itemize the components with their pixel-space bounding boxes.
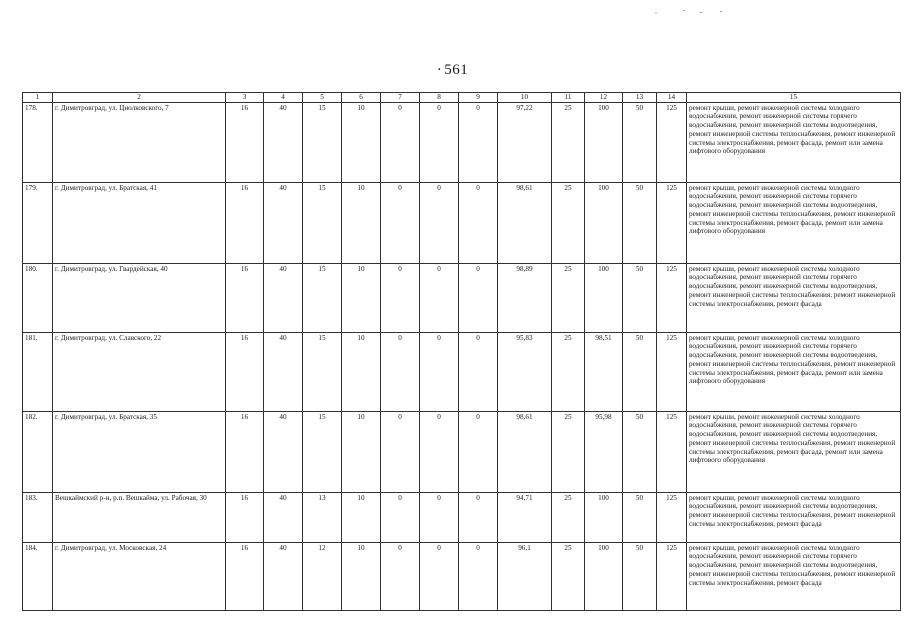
scan-speck: [683, 10, 685, 11]
cell: 125: [657, 492, 687, 542]
table-row: [23, 263, 901, 332]
cell: 0: [420, 542, 459, 610]
cell: 98,89: [498, 263, 552, 332]
cell: 50: [623, 102, 657, 182]
cell: 0: [381, 263, 420, 332]
cell: 0: [381, 182, 420, 263]
cell: 125: [657, 182, 687, 263]
col-header: 13: [623, 93, 657, 103]
cell: 0: [420, 263, 459, 332]
col-header: 3: [226, 93, 264, 103]
col-header: 14: [657, 93, 687, 103]
cell: 12: [303, 542, 342, 610]
col-header: 10: [498, 93, 552, 103]
cell: 15: [303, 411, 342, 492]
cell: 0: [459, 332, 498, 411]
works-cell: ремонт крыши, ремонт инженерной системы холодного водоснабжения, ремонт инженерной системы горячего водоснабжения, ремонт инженерной системы водоотведения, ремонт инженерной системы теплоснабжения, ремонт инженерной системы электроснабжения, ремонт фасада, ремонт или замена лифтового оборудования: [687, 332, 901, 411]
row-number: 178.: [23, 102, 53, 182]
page-number: · 561: [436, 62, 469, 78]
col-header: 1: [23, 93, 53, 103]
cell: 10: [342, 411, 381, 492]
col-header: 2: [53, 93, 226, 103]
cell: 50: [623, 182, 657, 263]
works-cell: ремонт крыши, ремонт инженерной системы холодного водоснабжения, ремонт инженерной системы горячего водоснабжения, ремонт инженерной системы водоотведения, ремонт инженерной системы теплоснабжения, ремонт инженерной системы электроснабжения, ремонт фасада: [687, 542, 901, 610]
cell: 16: [226, 542, 264, 610]
cell: 0: [459, 492, 498, 542]
column-number-header: [23, 93, 901, 103]
cell: 98,61: [498, 411, 552, 492]
cell: 10: [342, 102, 381, 182]
cell: 0: [420, 102, 459, 182]
cell: 16: [226, 492, 264, 542]
col-header: 11: [552, 93, 585, 103]
cell: 95,98: [585, 411, 623, 492]
col-header: 15: [687, 93, 901, 103]
cell: 25: [552, 411, 585, 492]
cell: 16: [226, 102, 264, 182]
cell: 0: [459, 411, 498, 492]
cell: 10: [342, 332, 381, 411]
table-row: [23, 332, 901, 411]
cell: 40: [264, 263, 303, 332]
cell: 0: [459, 102, 498, 182]
cell: 15: [303, 102, 342, 182]
scan-speck: [655, 12, 657, 13]
cell: 50: [623, 263, 657, 332]
cell: 100: [585, 542, 623, 610]
address-cell: г. Димитровград, ул. Московская, 24: [53, 542, 226, 610]
cell: 0: [420, 411, 459, 492]
table-row: [23, 492, 901, 542]
cell: 50: [623, 542, 657, 610]
cell: 16: [226, 182, 264, 263]
cell: 0: [381, 411, 420, 492]
cell: 10: [342, 263, 381, 332]
col-header: 7: [381, 93, 420, 103]
cell: 94,71: [498, 492, 552, 542]
cell: 0: [459, 182, 498, 263]
cell: 96,1: [498, 542, 552, 610]
repair-program-table: [22, 92, 901, 611]
cell: 40: [264, 182, 303, 263]
cell: 0: [459, 263, 498, 332]
cell: 0: [459, 542, 498, 610]
works-cell: ремонт крыши, ремонт инженерной системы холодного водоснабжения, ремонт инженерной системы горячего водоснабжения, ремонт инженерной системы водоотведения, ремонт инженерной системы теплоснабжения, ремонт инженерной системы электроснабжения, ремонт фасада, ремонт или замена лифтового оборудования: [687, 102, 901, 182]
cell: 25: [552, 542, 585, 610]
cell: 40: [264, 492, 303, 542]
table-row: [23, 102, 901, 182]
cell: 0: [381, 102, 420, 182]
cell: 125: [657, 332, 687, 411]
address-cell: г. Димитровград, ул. Братская, 35: [53, 411, 226, 492]
row-number: 182.: [23, 411, 53, 492]
cell: 0: [381, 332, 420, 411]
cell: 125: [657, 542, 687, 610]
row-number: 181.: [23, 332, 53, 411]
cell: 50: [623, 411, 657, 492]
address-cell: г. Димитровград, ул. Циолковского, 7: [53, 102, 226, 182]
row-number: 179.: [23, 182, 53, 263]
row-number: 184.: [23, 542, 53, 610]
table-row: [23, 411, 901, 492]
cell: 25: [552, 182, 585, 263]
cell: 125: [657, 411, 687, 492]
cell: 97,22: [498, 102, 552, 182]
address-cell: Вешкаймский р-н, р.п. Вешкайма, ул. Рабочая, 30: [53, 492, 226, 542]
cell: 95,83: [498, 332, 552, 411]
cell: 15: [303, 263, 342, 332]
cell: 0: [420, 332, 459, 411]
cell: 16: [226, 263, 264, 332]
cell: 25: [552, 332, 585, 411]
col-header: 4: [264, 93, 303, 103]
cell: 25: [552, 263, 585, 332]
cell: 13: [303, 492, 342, 542]
cell: 125: [657, 263, 687, 332]
cell: 0: [381, 542, 420, 610]
cell: 10: [342, 492, 381, 542]
cell: 0: [420, 182, 459, 263]
row-number: 183.: [23, 492, 53, 542]
cell: 98,61: [498, 182, 552, 263]
cell: 10: [342, 542, 381, 610]
cell: 15: [303, 332, 342, 411]
col-header: 9: [459, 93, 498, 103]
cell: 40: [264, 411, 303, 492]
cell: 10: [342, 182, 381, 263]
scan-speck: [700, 12, 702, 13]
cell: 125: [657, 102, 687, 182]
row-number: 180.: [23, 263, 53, 332]
cell: 98,51: [585, 332, 623, 411]
cell: 50: [623, 492, 657, 542]
address-cell: г. Димитровград, ул. Славского, 22: [53, 332, 226, 411]
cell: 100: [585, 102, 623, 182]
cell: 100: [585, 182, 623, 263]
cell: 100: [585, 492, 623, 542]
address-cell: г. Димитровград, ул. Гвардейская, 40: [53, 263, 226, 332]
cell: 0: [381, 492, 420, 542]
cell: 25: [552, 492, 585, 542]
works-cell: ремонт крыши, ремонт инженерной системы холодного водоснабжения, ремонт инженерной системы горячего водоснабжения, ремонт инженерной системы водоотведения, ремонт инженерной системы теплоснабжения, ремонт инженерной системы электроснабжения, ремонт фасада, ремонт или замена лифтового оборудования: [687, 182, 901, 263]
scan-speck: [720, 11, 722, 12]
cell: 16: [226, 332, 264, 411]
col-header: 6: [342, 93, 381, 103]
address-cell: г. Димитровград, ул. Братская, 41: [53, 182, 226, 263]
cell: 15: [303, 182, 342, 263]
cell: 100: [585, 263, 623, 332]
cell: 16: [226, 411, 264, 492]
works-cell: ремонт крыши, ремонт инженерной системы холодного водоснабжения, ремонт инженерной системы горячего водоснабжения, ремонт инженерной системы водоотведения, ремонт инженерной системы теплоснабжения, ремонт инженерной системы электроснабжения, ремонт фасада, ремонт или замена лифтового оборудования: [687, 411, 901, 492]
cell: 40: [264, 332, 303, 411]
col-header: 8: [420, 93, 459, 103]
col-header: 5: [303, 93, 342, 103]
works-cell: ремонт крыши, ремонт инженерной системы холодного водоснабжения, ремонт инженерной системы водоотведения, ремонт инженерной системы теплоснабжения, ремонт инженерной системы электроснабжения, ремонт фасада: [687, 492, 901, 542]
cell: 40: [264, 102, 303, 182]
table-row: [23, 542, 901, 610]
table-row: [23, 182, 901, 263]
cell: 0: [420, 492, 459, 542]
cell: 25: [552, 102, 585, 182]
cell: 40: [264, 542, 303, 610]
works-cell: ремонт крыши, ремонт инженерной системы холодного водоснабжения, ремонт инженерной системы горячего водоснабжения, ремонт инженерной системы водоотведения, ремонт инженерной системы теплоснабжения, ремонт инженерной системы электроснабжения, ремонт фасада: [687, 263, 901, 332]
cell: 50: [623, 332, 657, 411]
col-header: 12: [585, 93, 623, 103]
